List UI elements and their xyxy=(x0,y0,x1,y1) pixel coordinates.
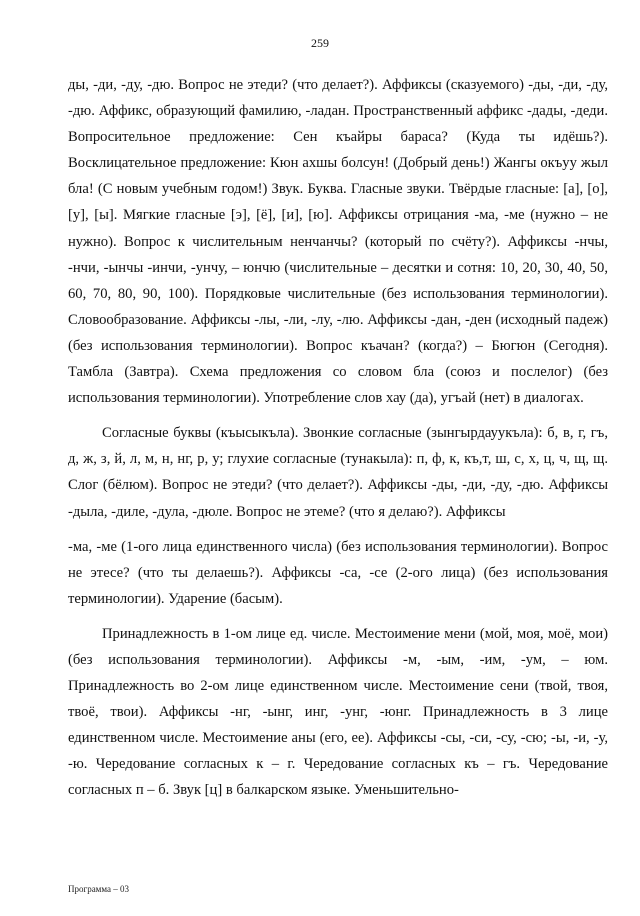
paragraph-4: Принадлежность в 1-ом лице ед. числе. Местоимение мени (мой, моя, моё, мои) (без использования терминологии). Аффиксы -м, -ым, -им, -ум, – юм. Принадлежность во 2-ом лице единственном числе. Местоимение сени (твой, твоя, твоё, твои). Аффиксы -нг, -ынг, инг, -унг, -юнг. Принадлежность в 3 лице единственном числе. Местоимение аны (его, ее). Аффиксы -сы, -си, -су, -сю; -ы, -и, -у, -ю. Чередование согласных к – г. Чередование согласных къ – гъ. Чередование согласных п – б. Звук [ц] в балкарском языке. Уменьшительно- xyxy=(68,625,608,799)
body-text xyxy=(68,72,608,813)
page-number: 259 xyxy=(311,36,329,50)
paragraph-1: ды, -ди, -ду, -дю. Вопрос не этеди? (что делает?). Аффиксы (сказуемого) -ды, -ди, -ду, -дю. Аффикс, образующий фамилию, -ладан. Пространственный аффикс -дады, -деди. Вопросительное предложение: Сен къайры бараса? (Куда ты идёшь?). Восклицательное предложение: Кюн ахшы болсун! (Добрый день!) Жангы окъуу жыл бла! (С новым учебным годом!) Звук. Буква. Гласные звуки. Твёрдые гласные: [а], [о], [у], [ы]. Мягкие гласные [э], [ё], [и], [ю]. Аффиксы отрицания -ма, -ме (нужно – не нужно). Вопрос к числительным ненчанчы? (который по счёту?). Аффиксы -нчы, -нчи, -ынчы -инчи, -унчу, – юнчю (числительные – десятки и сотня: 10, 20, 30, 40, 50, 60, 70, 80, 90, 100). Порядковые числительные (без использования терминологии). Словообразование. Аффиксы -лы, -ли, -лу, -лю. Аффиксы -дан, -ден (исходный падеж) (без использования терминологии). Вопрос къачан? (когда?) – Бюгюн (Сегодня). Тамбла (Завтра). Схема предложения со словом бла (союз и послелог) (без использования терминологии). Употребление слов хау (да), угъай (нет) в диалогах. xyxy=(68,77,608,407)
page-footer: Программа – 03 xyxy=(68,884,130,894)
paragraph-3: -ма, -ме (1-ого лица единственного числа) (без использования терминологии). Вопрос не этесе? (что ты делаешь?). Аффиксы -са, -се (2-ого лица) (без использования терминологии). Ударение (басым). xyxy=(68,538,608,607)
paragraph-2: Согласные буквы (къысыкъла). Звонкие согласные (зынгырдауукъла): б, в, г, гъ, д, ж, з, й, л, м, н, нг, р, у; глухие согласные (тунакыла): п, ф, к, къ,т, ш, с, х, ц, ч, щ, щ. Слог (бёлюм). Вопрос не этеди? (что делает?). Аффиксы -ды, -ди, -ду, -дю. Аффиксы -дыла, -диле, -дула, -дюле. Вопрос не этеме? (что я делаю?). Аффиксы xyxy=(68,425,608,520)
